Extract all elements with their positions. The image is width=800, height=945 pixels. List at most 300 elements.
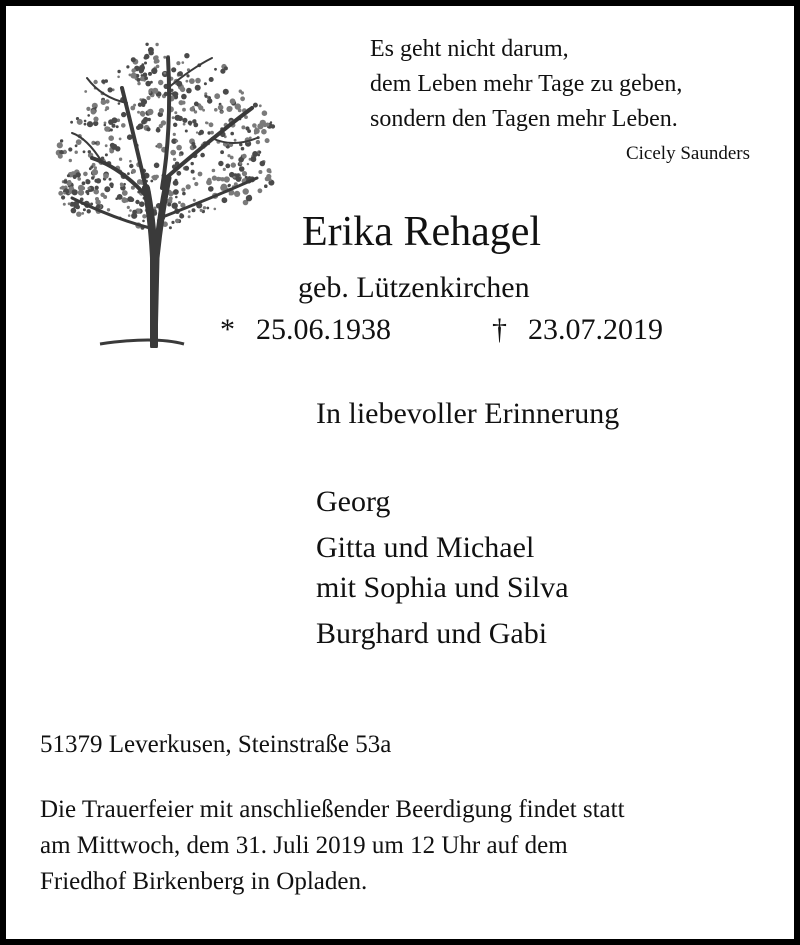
tree-leaf bbox=[129, 209, 132, 212]
tree-leaf bbox=[205, 95, 208, 98]
tree-leaf bbox=[63, 203, 66, 206]
tree-leaf bbox=[174, 111, 177, 114]
tree-leaf bbox=[251, 156, 257, 162]
tree-leaf bbox=[129, 160, 132, 163]
tree-leaf bbox=[121, 123, 126, 128]
tree-leaf bbox=[61, 195, 65, 199]
tree-leaf bbox=[214, 108, 218, 112]
tree-leaf bbox=[184, 53, 189, 58]
tree-leaf bbox=[171, 92, 174, 95]
notice-line: Friedhof Birkenberg in Opladen. bbox=[40, 868, 368, 895]
tree-leaf bbox=[159, 108, 164, 113]
tree-leaf bbox=[270, 121, 272, 123]
tree-leaf bbox=[104, 126, 110, 132]
tree-leaf bbox=[172, 116, 175, 119]
tree-leaf bbox=[193, 199, 196, 202]
tree-leaf bbox=[87, 121, 93, 127]
tree-leaf bbox=[149, 50, 154, 55]
mourner-line: Gitta und Michael bbox=[316, 531, 535, 564]
tree-leaf bbox=[191, 142, 195, 146]
tree-leaf bbox=[117, 194, 123, 200]
tree-leaf bbox=[168, 191, 173, 196]
maiden-name: geb. Lützenkirchen bbox=[298, 271, 530, 304]
tree-leaf bbox=[189, 123, 191, 125]
tree-leaf bbox=[146, 96, 150, 100]
tree-leaf bbox=[89, 167, 92, 170]
tree-leaf bbox=[204, 82, 207, 85]
tree-leaf bbox=[158, 96, 160, 98]
tree-leaf bbox=[214, 93, 220, 99]
tree-leaf bbox=[82, 186, 86, 190]
tree-leaf bbox=[171, 221, 174, 224]
tree-leaf bbox=[170, 150, 176, 156]
tree-leaf bbox=[239, 162, 242, 165]
tree-leaf bbox=[163, 72, 166, 75]
birth-date: 25.06.1938 bbox=[256, 313, 391, 346]
tree-leaf bbox=[188, 210, 191, 213]
tree-leaf bbox=[256, 140, 260, 144]
tree-leaf bbox=[90, 203, 93, 206]
mourner-group bbox=[316, 528, 569, 608]
tree-leaf bbox=[216, 177, 221, 182]
tree-leaf bbox=[200, 209, 203, 212]
tree-leaf bbox=[88, 189, 91, 192]
tree-leaf bbox=[93, 117, 98, 122]
tree-leaf bbox=[175, 140, 178, 143]
tree-leaf bbox=[167, 203, 171, 207]
tree-leaf bbox=[76, 139, 82, 145]
tree-leaf bbox=[182, 61, 185, 64]
mourners-list bbox=[316, 482, 569, 660]
tree-leaf bbox=[148, 72, 152, 76]
tree-leaf bbox=[95, 200, 100, 205]
quote-author: Cicely Saunders bbox=[625, 143, 750, 164]
tree-leaf bbox=[191, 170, 195, 174]
tree-leaf bbox=[94, 107, 96, 109]
tree-leaf bbox=[86, 179, 91, 184]
tree-leaf bbox=[212, 169, 216, 173]
tree-leaf bbox=[193, 177, 196, 180]
tree-leaf bbox=[127, 196, 133, 202]
tree-leaf bbox=[173, 133, 176, 136]
quote-line: dem Leben mehr Tage zu geben, bbox=[370, 71, 683, 97]
tree-leaf bbox=[69, 159, 72, 162]
mourner-line: mit Sophia und Silva bbox=[316, 571, 569, 604]
tree-leaf bbox=[163, 56, 166, 59]
tree-leaf bbox=[206, 122, 209, 125]
tree-leaf bbox=[84, 90, 87, 93]
tree-leaf bbox=[178, 201, 181, 204]
tree-leaf bbox=[88, 150, 91, 153]
tree-leaf bbox=[249, 137, 252, 140]
address: 51379 Leverkusen, Steinstraße 53a bbox=[40, 731, 392, 758]
tree-leaf bbox=[75, 151, 78, 154]
tree-leaf bbox=[131, 68, 136, 73]
tree-leaf bbox=[186, 88, 192, 94]
tree-leaf bbox=[262, 110, 268, 116]
tree-leaf bbox=[101, 79, 105, 83]
tree-leaf bbox=[188, 215, 191, 218]
tree-leaf bbox=[76, 212, 81, 217]
tree-leaf bbox=[101, 99, 107, 105]
tree-leaf bbox=[100, 193, 104, 197]
tree-leaf bbox=[258, 151, 261, 154]
tree-leaf bbox=[137, 111, 140, 114]
tree-icon bbox=[42, 28, 292, 348]
tree-leaf bbox=[194, 102, 199, 107]
tree-leaf bbox=[181, 188, 185, 192]
tree-leaf bbox=[186, 80, 189, 83]
tree-leaf bbox=[83, 172, 88, 177]
tree-leaf bbox=[77, 119, 83, 125]
tree-leaf bbox=[120, 183, 123, 186]
death-cross-icon: † bbox=[492, 313, 507, 346]
tree-leaf bbox=[184, 166, 189, 171]
tree-leaf bbox=[78, 190, 84, 196]
tree-leaf bbox=[58, 191, 63, 196]
tree-leaf bbox=[130, 106, 135, 111]
tree-leaf bbox=[210, 131, 214, 135]
tree-leaf bbox=[108, 135, 114, 141]
tree-leaf bbox=[247, 163, 249, 165]
tree-leaf bbox=[241, 147, 245, 151]
tree-leaf bbox=[241, 91, 244, 94]
tree-leaf bbox=[157, 127, 160, 130]
birth-star-icon: * bbox=[220, 313, 235, 346]
tree-leaf bbox=[121, 112, 126, 117]
tree-leaf bbox=[132, 210, 137, 215]
tree-leaf bbox=[195, 85, 201, 91]
tree-leaf bbox=[58, 154, 63, 159]
tree-leaf bbox=[260, 161, 266, 167]
tree-leaf bbox=[57, 142, 63, 148]
tree-leaf bbox=[105, 153, 108, 156]
tree-leaf bbox=[129, 74, 132, 77]
tree-leaf bbox=[173, 189, 179, 195]
tree-leaf bbox=[241, 125, 245, 129]
tree-leaf bbox=[268, 178, 271, 181]
tree-leaf bbox=[109, 178, 112, 181]
tree-leaf bbox=[122, 197, 128, 203]
tree-leaf bbox=[87, 192, 90, 195]
tree-leaf bbox=[127, 206, 130, 209]
tree-leaf bbox=[252, 151, 258, 157]
deceased-name: Erika Rehagel bbox=[302, 209, 542, 255]
tree-leaf bbox=[220, 111, 223, 114]
tree-leaf bbox=[95, 186, 99, 190]
tree-leaf bbox=[91, 177, 94, 180]
tree-leaf bbox=[207, 178, 211, 182]
tree-leaf bbox=[259, 104, 262, 107]
tree-leaf bbox=[70, 121, 73, 124]
tree-leaf bbox=[218, 161, 223, 166]
tree-leaf bbox=[83, 150, 86, 153]
tree-leaf bbox=[144, 56, 147, 59]
tree-leaf bbox=[146, 127, 150, 131]
tree-leaf bbox=[222, 197, 228, 203]
tree-leaf bbox=[87, 209, 91, 213]
tree-leaf bbox=[176, 145, 182, 151]
mourner-group bbox=[316, 614, 569, 654]
notice-line: am Mittwoch, dem 31. Juli 2019 um 12 Uhr auf dem bbox=[40, 832, 568, 859]
tree-leaf bbox=[246, 178, 248, 180]
tree-leaf bbox=[230, 132, 234, 136]
tree-leaf bbox=[147, 109, 153, 115]
tree-leaf bbox=[198, 132, 202, 136]
tree-leaf bbox=[175, 219, 180, 224]
tree-leaf bbox=[116, 125, 119, 128]
tree-leaf bbox=[150, 180, 153, 183]
tree-leaf bbox=[183, 123, 186, 126]
tree-leaf bbox=[135, 200, 139, 204]
tree-leaf bbox=[86, 107, 90, 111]
tree-leaf bbox=[191, 162, 194, 165]
tree-leaf bbox=[220, 150, 224, 154]
tree-leaf bbox=[169, 226, 172, 229]
tree-leaf bbox=[230, 98, 236, 104]
tree-leaf bbox=[214, 208, 217, 211]
tree-leaf bbox=[233, 176, 236, 179]
tree-leaf bbox=[234, 191, 240, 197]
tree-leaf bbox=[141, 99, 147, 105]
tree-leaf bbox=[175, 179, 178, 182]
quote-line: sondern den Tagen mehr Leben. bbox=[370, 106, 678, 132]
mourner-group bbox=[316, 482, 569, 522]
tree-leaf bbox=[180, 213, 183, 216]
tree-leaf bbox=[138, 123, 144, 129]
tree-leaf bbox=[76, 172, 81, 177]
tree-leaf bbox=[143, 73, 148, 78]
tree-leaf bbox=[180, 87, 185, 92]
tree-leaf bbox=[200, 153, 205, 158]
tree-leaf bbox=[161, 120, 166, 125]
tree-leaf bbox=[223, 89, 229, 95]
tree-leaf bbox=[77, 177, 81, 181]
tree-leaf bbox=[176, 171, 181, 176]
tree-leaf bbox=[127, 172, 130, 175]
tree-leaf bbox=[84, 123, 87, 126]
tree-leaf bbox=[61, 186, 65, 190]
funeral-notice bbox=[40, 792, 780, 900]
tree-leaf bbox=[194, 110, 197, 113]
tree-leaf bbox=[203, 206, 206, 209]
tree-leaf bbox=[126, 65, 129, 68]
tree-leaf bbox=[214, 68, 217, 71]
tree-leaf bbox=[153, 56, 158, 61]
tree-leaf bbox=[122, 190, 128, 196]
tree-leaf bbox=[139, 69, 144, 74]
tree-leaf bbox=[108, 87, 113, 92]
tree-leaf bbox=[71, 208, 77, 214]
tree-leaf bbox=[242, 154, 247, 159]
tree-leaf bbox=[175, 115, 181, 121]
quote-line: Es geht nicht darum, bbox=[370, 36, 569, 62]
tree-leaf bbox=[196, 131, 198, 133]
tree-leaf bbox=[258, 170, 262, 174]
tree-leaf bbox=[70, 202, 75, 207]
tree-leaf bbox=[151, 68, 157, 74]
tree-leaf bbox=[142, 214, 146, 218]
tree-leaf bbox=[228, 106, 233, 111]
tree-leaf bbox=[212, 176, 217, 181]
mourner-line: Burghard und Gabi bbox=[316, 617, 548, 650]
tree-leaf bbox=[94, 179, 98, 183]
tree-leaf bbox=[82, 181, 86, 185]
tree-leaf bbox=[94, 166, 97, 169]
tree-leaf bbox=[142, 220, 145, 223]
tree-leaf bbox=[175, 196, 178, 199]
tree-leaf bbox=[63, 180, 67, 184]
tree-leaf bbox=[209, 77, 214, 82]
tree-leaf bbox=[195, 78, 201, 84]
tree-leaf bbox=[111, 144, 117, 150]
tree-leaf bbox=[177, 72, 181, 76]
tree-leaf bbox=[191, 107, 194, 110]
tree-leaf bbox=[242, 171, 247, 176]
tree-leaf bbox=[110, 129, 113, 132]
tree-leaf bbox=[243, 188, 249, 194]
tree-leaf bbox=[75, 144, 78, 147]
tree-leaf bbox=[72, 189, 78, 195]
tree-leaf bbox=[131, 169, 136, 174]
tree-leaf bbox=[253, 103, 258, 108]
tree-leaf bbox=[137, 78, 141, 82]
tree-leaf bbox=[93, 80, 97, 84]
tree-leaf bbox=[103, 173, 109, 179]
tree-leaf bbox=[181, 94, 187, 100]
tree-leaf bbox=[192, 208, 196, 212]
tree-leaf bbox=[148, 91, 151, 94]
tree-leaf bbox=[208, 186, 214, 192]
tree-leaf bbox=[119, 138, 122, 141]
tree-leaf bbox=[81, 212, 84, 215]
tree-leaf bbox=[157, 143, 163, 149]
tree-leaf bbox=[182, 192, 186, 196]
tree-leaf bbox=[172, 203, 178, 209]
tree-leaf bbox=[179, 100, 184, 105]
tree-leaf bbox=[67, 174, 70, 177]
tree-leaf bbox=[252, 123, 257, 128]
tree-leaf bbox=[231, 162, 236, 167]
tree-leaf bbox=[229, 193, 232, 196]
tree-leaf bbox=[176, 61, 180, 65]
tree-leaf bbox=[193, 123, 198, 128]
tree-leaf bbox=[224, 66, 228, 70]
tree-leaf bbox=[92, 169, 98, 175]
tree-leaf bbox=[240, 96, 245, 101]
tree-leaf bbox=[230, 156, 234, 160]
tree-leaf bbox=[238, 109, 242, 113]
tree-leaf bbox=[144, 62, 147, 65]
notice-line: Die Trauerfeier mit anschließender Beerdigung findet statt bbox=[40, 796, 625, 823]
tree-leaf bbox=[109, 182, 114, 187]
tree-leaf bbox=[247, 195, 251, 199]
tree-leaf bbox=[105, 109, 107, 111]
tree-leaf bbox=[182, 118, 187, 123]
tree-leaf bbox=[74, 206, 77, 209]
tree-leaf bbox=[228, 184, 231, 187]
tree-leaf bbox=[107, 208, 110, 211]
tree-leaf bbox=[158, 80, 163, 85]
tree-leaf bbox=[94, 142, 97, 145]
tree-leaf bbox=[179, 154, 182, 157]
tree-leaf bbox=[145, 43, 148, 46]
tree-leaf bbox=[139, 201, 145, 207]
tree-leaf bbox=[173, 123, 177, 127]
tree-leaf bbox=[131, 73, 137, 79]
tree-leaf bbox=[220, 177, 224, 181]
tree-leaf bbox=[239, 166, 245, 172]
tree-leaf bbox=[198, 172, 203, 177]
tree-leaf bbox=[189, 78, 195, 84]
tree-leaf bbox=[186, 184, 191, 189]
tree-leaf bbox=[131, 57, 136, 62]
tree-leaf bbox=[194, 182, 198, 186]
tree-leaf bbox=[117, 76, 120, 79]
tree-leaf bbox=[155, 43, 158, 46]
tree-leaf bbox=[186, 74, 189, 77]
tree-leaf bbox=[237, 174, 240, 177]
life-dates bbox=[220, 308, 663, 352]
tree-leaf bbox=[104, 186, 110, 192]
tree-leaf bbox=[209, 122, 214, 127]
tree-leaf bbox=[202, 109, 205, 112]
tree-leaf bbox=[264, 184, 268, 188]
tree-leaf bbox=[140, 111, 145, 116]
tree-leaf bbox=[63, 192, 66, 195]
tree-leaf bbox=[83, 208, 86, 211]
tree-leaf bbox=[118, 102, 121, 105]
tree-leaf bbox=[68, 202, 71, 205]
tree-leaf bbox=[206, 207, 209, 210]
tree-leaf bbox=[68, 147, 72, 151]
tree-leaf bbox=[182, 108, 186, 112]
tree-leaf bbox=[258, 188, 263, 193]
tree-leaf bbox=[260, 120, 266, 126]
tree-leaf bbox=[119, 158, 122, 161]
tree-leaf bbox=[261, 129, 267, 135]
tree-leaf bbox=[93, 189, 99, 195]
tree-leaf bbox=[171, 67, 176, 72]
tree-leaf bbox=[223, 168, 226, 171]
tree-leaf bbox=[265, 138, 270, 143]
quote bbox=[370, 32, 682, 137]
mourner-line: Georg bbox=[316, 485, 391, 518]
tree-leaf bbox=[218, 105, 224, 111]
tree-leaf bbox=[236, 177, 241, 182]
tree-leaf bbox=[173, 158, 176, 161]
tree-leaf bbox=[104, 124, 107, 127]
tree-leaf bbox=[208, 96, 211, 99]
tree-leaf bbox=[145, 81, 151, 87]
tree-leaf bbox=[169, 197, 173, 201]
tree-leaf bbox=[225, 164, 230, 169]
memory-text: In liebevoller Erinnerung bbox=[316, 397, 620, 430]
tree-leaf bbox=[148, 118, 151, 121]
tree-leaf bbox=[144, 76, 148, 80]
tree-leaf bbox=[137, 82, 140, 85]
tree-leaf bbox=[185, 130, 188, 133]
tree-leaf bbox=[108, 119, 114, 125]
death-date: 23.07.2019 bbox=[528, 313, 663, 346]
tree-leaf bbox=[267, 168, 272, 173]
tree-leaf bbox=[84, 120, 87, 123]
tree-leaf bbox=[234, 139, 237, 142]
tree-leaf bbox=[151, 176, 154, 179]
tree-leaf bbox=[247, 129, 251, 133]
tree-leaf bbox=[60, 139, 63, 142]
tree-leaf bbox=[91, 109, 96, 114]
